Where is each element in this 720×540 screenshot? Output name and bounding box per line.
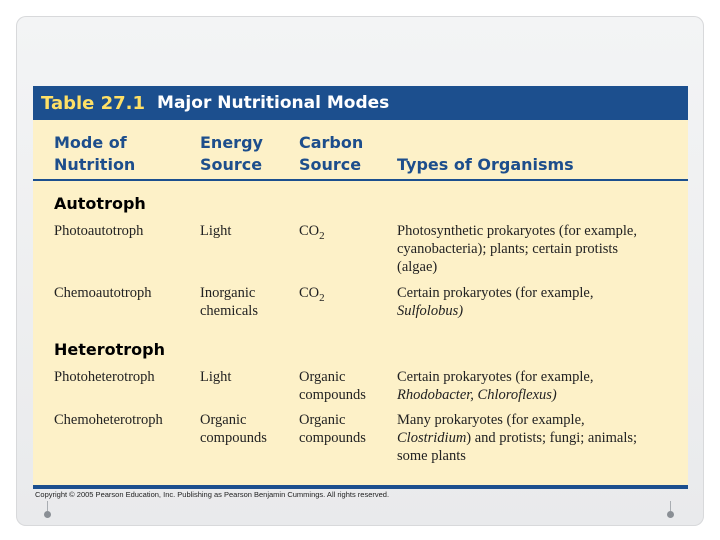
chemoheterotroph-types-line-1: Many prokaryotes (for example, bbox=[397, 412, 585, 428]
header-carbon-source: Carbon Source bbox=[299, 133, 364, 174]
bullet-dot-right bbox=[667, 511, 674, 518]
row-chemoautotroph-types: Certain prokaryotes (for example, Sulfolobus) bbox=[397, 285, 594, 319]
row-photoheterotroph-energy: Light bbox=[200, 369, 232, 385]
header-mode-of-nutrition: Mode of Nutrition bbox=[54, 133, 136, 174]
chemoheterotroph-types-line-3: some plants bbox=[397, 448, 466, 464]
row-photoautotroph-energy: Light bbox=[200, 223, 232, 239]
table-title-bar bbox=[33, 86, 688, 120]
chemoheterotroph-types-line-2: Clostridium) and protists; fungi; animals; bbox=[397, 430, 638, 446]
bottom-rule bbox=[33, 485, 688, 489]
nutritional-modes-table bbox=[33, 86, 688, 489]
table-title: Major Nutritional Modes bbox=[157, 93, 390, 113]
row-chemoautotroph-carbon: $CO_2$ bbox=[299, 285, 325, 304]
header-rule bbox=[33, 179, 688, 181]
copyright-notice: Copyright © 2005 Pearson Education, Inc. Publishing as Pearson Benjamin Cummings. All rights reserved. bbox=[35, 490, 390, 499]
row-chemoheterotroph-energy: Organic compounds bbox=[200, 412, 267, 446]
table-number: Table 27.1 bbox=[41, 92, 146, 114]
group-label-heterotroph: Heterotroph bbox=[54, 340, 165, 359]
row-chemoautotroph-energy: Inorganic chemicals bbox=[200, 285, 258, 319]
row-photoautotroph-carbon: $CO_2$ bbox=[299, 223, 325, 242]
row-photoautotroph-mode: Photoautotroph bbox=[54, 223, 144, 239]
row-chemoheterotroph-mode: Chemoheterotroph bbox=[54, 412, 163, 428]
row-photoautotroph-types: Photosynthetic prokaryotes (for example, cyanobacteria); plants; certain protists (algae) bbox=[397, 223, 637, 275]
bullet-dot-left bbox=[44, 511, 51, 518]
row-photoheterotroph-carbon: Organic compounds bbox=[299, 369, 366, 403]
row-chemoheterotroph-types bbox=[397, 411, 637, 465]
group-label-autotroph: Autotroph bbox=[54, 194, 146, 213]
row-photoheterotroph-mode: Photoheterotroph bbox=[54, 369, 155, 385]
row-chemoautotroph-mode: Chemoautotroph bbox=[54, 285, 152, 301]
row-photoheterotroph-types: Certain prokaryotes (for example, Rhodobacter, Chloroflexus) bbox=[397, 369, 594, 403]
header-energy-source: Energy Source bbox=[200, 133, 263, 174]
row-chemoheterotroph-carbon: Organic compounds bbox=[299, 412, 366, 446]
header-types-of-organisms: Types of Organisms bbox=[397, 155, 574, 174]
